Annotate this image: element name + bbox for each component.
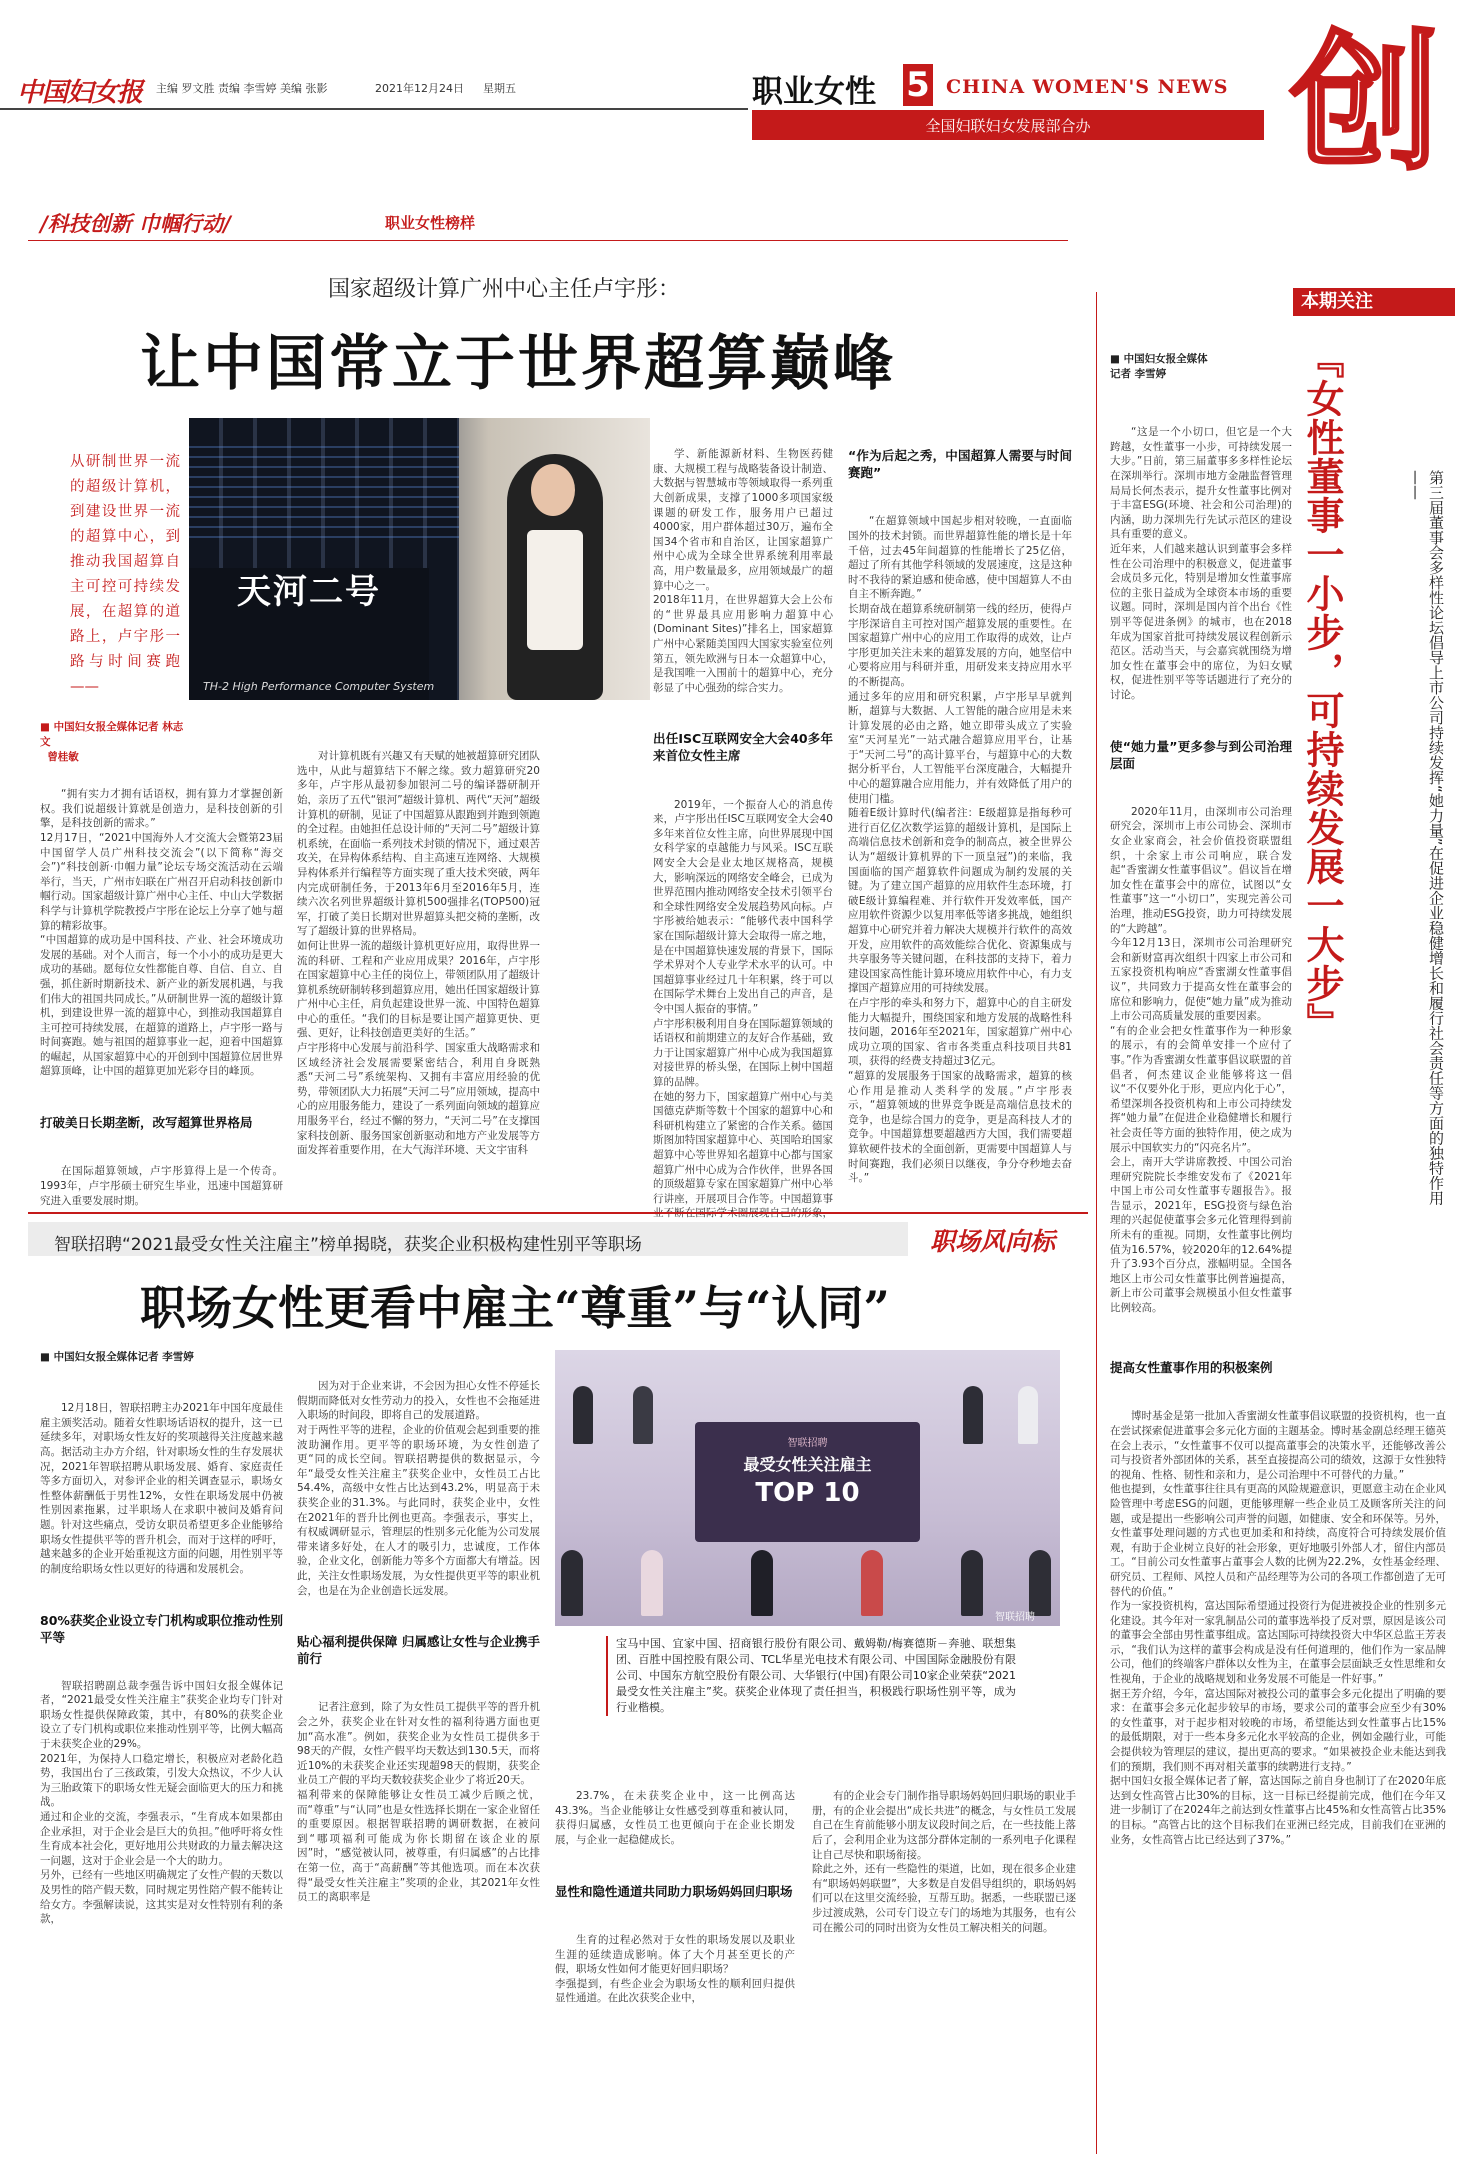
sidebar-col-bottom xyxy=(1110,1330,1446,2150)
article1-pull-quote: 从研制世界一流的超级计算机，到建设世界一流的超算中心，到推动我国超算自主可控可持续发展，在超算的道路上，卢宇彤一路与时间赛跑—— xyxy=(70,454,180,695)
article1-photo xyxy=(189,418,650,700)
article1-col4 xyxy=(848,418,1072,1210)
article2-section-tag: 职场风向标 xyxy=(930,1227,1056,1256)
article1-byline: ■ 中国妇女报全媒体记者 林志文 曾桂敏 xyxy=(40,721,184,763)
english-name: CHINA WOMEN'S NEWS xyxy=(946,76,1229,98)
article1-col2 xyxy=(297,720,540,1210)
sidebar-text1: 2020年11月，由深圳市公司治理研究会，深圳市上市公司协会、深圳市女企业家商会，社会价值投资联盟组织，十余家上市公司响应，联合发起“香蜜湖女性董事倡议”。倡议旨在增加女性在董事会中的席位，试图以“女性董事”这一“小切口”，实现完善公司治理，推动ESG投资，助力可持续发展的“大跨越”。 今年12月13日，深圳市公司治理研究会和新财富再次组织十四家上市公司和五家投资机构响应“香蜜湖女性董事倡议”，共同致力于提高女性在董事会的席位和影响力，促使“她力量”成为推动上市公司高质量发展的重要因素。 “有的企业会把女性董事作为一种形象的展示，有的会简单安排一个应付了事。”作为香蜜湖女性董事倡议联盟的首倡者，何杰建议企业能够将这一倡议“不仅要外化于形，更应内化于心”，希望深圳各投资机构和上市公司持续发挥“她力量”在促进企业稳健增长和履行社会责任等方面的独特作用，使之成为展示中国软实力的“闪亮名片”。 会上，南开大学讲席教授、中国公司治理研究院院长李维安发布了《2021年中国上市公司女性董事专题报告》。报告显示，2021年，ESG投资与绿色治理的兴起促使董事会多元化管理得到前所未有的重视。同期，女性董事比例均值为16.57%，较2020年的12.64%提升了3.93个百分点，涨幅明显。全国各地区上市公司女性董事比例普遍提高，新上市公司董事会规模虽小但女性董事比例较高。 xyxy=(1110,805,1292,1315)
article2-col3 xyxy=(555,1760,795,2154)
article1-sub1: 打破美日长期垄断，改写超算世界格局 xyxy=(40,1115,253,1131)
article2-col2 xyxy=(297,1350,540,2154)
sidebar-intro-text: “这是一个小切口，但它是一个大跨越，女性董事一小步，可持续发展一大步。”日前，第三届董事多多样性论坛在深圳举行。深圳市地方金融监督管理局局长何杰表示，提升女性董事比例对于丰富ESG(环境、社会和公司治理)的内涵，助力深圳先行先试示范区的建设具有重要的意义。 近年来，人们越来越认识到董事会多样性在公司治理中的积极意义，促进董事会成员多元化，特别是增加女性董事席位的主张日益成为全球资本市场的重要议题。同时，深圳是国内首个出台《性别平等促进条例》的城市，也在2018年成为国家首批可持续发展议程创新示范区。活动当天，与会嘉宾就围绕为增加女性在董事会中的席位，为妇女赋权，促进性别平等等话题进行了充分的讨论。 xyxy=(1110,426,1292,701)
article2-col2-text: 因为对于企业来讲，不会因为担心女性不停延长假期而降低对女性劳动力的投入，女性也不会拖延进入职场的时间段，即将自己的发展道路。 对于两性平等的进程，企业的价值观会起到重要的推波助澜作用。更平等的职场环境，为女性创造了更“同的成长空间。智联招聘提供的数据显示，今年“最受女性关注雇主”获奖企业中，女性员工占比54.4%，高级中女性占比达到43.2%，明显高于未获奖企业的31.3%。与此同时，获奖企业中，女性在2021年的晋升比例也更高。李强表示，事实上，有权威调研显示，管理层的性别多元化能为公司发展带来诸多好处，在人才的吸引力，忠诚度，工作体验，企业文化，创新能力等多个方面都大有增益。因此，关注女性职场发展，为女性提供更平等的职业机会，也是在为企业创造长远发展。 xyxy=(297,1380,540,1597)
article2-top-rule xyxy=(28,1212,1088,1214)
article2-photo xyxy=(555,1350,1060,1626)
award-people-row-1 xyxy=(573,1386,1043,1446)
article2-col1-text: 12月18日，智联招聘主办2021年中国年度最佳雇主颁奖活动。随着女性职场话语权的提升，这一已延续多年，对职场女性友好的奖项越得关注度越来越高。据活动主办方介绍，针对职场女性的生存发展状况，2021年智联招聘从职场发展、婚育、家庭责任等多方面切入，对参评企业的相关调查显示，职场女性整体薪酬低于男性12%，女性在职场发展中仍被性别因素拖累，过半职场人在求职中被问及婚育问题。针对这些痛点，受访女职员希望更多企业能够给职场女性提供平等的晋升机会，而对于这样的呼吁，越来越多的企业开始重视这方面的问题，用性别平等的制度给职场女性以更好的待遇和发展机会。 xyxy=(40,1402,283,1575)
article2-col1b-text: 智联招聘副总裁李强告诉中国妇女报全媒体记者，“2021最受女性关注雇主”获奖企业均专门针对职场女性提供保障政策，其中，有80%的获奖企业设立了专门机构或职位来推动性别平等，比例大幅高于未获奖企业的29%。 2021年，为保持人口稳定增长，积极应对老龄化趋势，我国出台了三孩政策，引发大众热议，不少人认为三胎政策下的职场女性无疑会面临更大的压力和挑战。 通过和企业的交流，李强表示，“生育成本如果都由企业承担，对于企业会是巨大的负担。”他呼吁将女性生育成本社会化，更好地用公共财政的力量去解决这一问题，这对于企业会是一个大的助力。 另外，已经有一些地区明确规定了女性产假的天数以及男性的陪产假天数，同时规定男性陪产假不能转让给女方。李强解读说，这其实是对女性特别有利的条款， xyxy=(40,1679,283,1926)
article1-col3-text: 学、新能源新材料、生物医药健康、大规模工程与战略装备设计制造、大数据与智慧城市等领域取得一系列重大创新成果，支撑了1000多项国家级课题的研发工作，服务用户已超过4000家，用户群体超过30万，遍布全国34个省市和自治区，让国家超算广州中心成为全球全世界系统利用率最高，用户数量最多，应用领域最广的超算中心之一。 2018年11月，在世界超算大会上公布的“世界最具应用影响力超算中心(Dominant Sites)”排名上，国家超算广州中心紧随美国四大国家实验室位列第五，领先欧洲与日本一众超算中心，是我国唯一入围前十的超算中心，充分彰显了中心强劲的综合实力。 xyxy=(653,448,833,694)
article1-col3b-text: 2019年，一个振奋人心的消息传来，卢宇彤出任ISC互联网安全大会40多年来首位女性主席，向世界展现中国女科学家的卓越能力与风采。ISC互联网安全大会是业太地区规格高，规模大，影响深远的网络安全峰会，已成为世界范围内推动网络安全技术引领平台和全球性网络安全发展趋势风向标。卢宇彤被给她表示：“能够代表中国科学家在国际超级计算大会取得一席之地，是在中国超算快速发展的背景下，国际学术界对个人专业学术水平的认可。中国超算事业经过几十年积累，终于可以在国际学术舞台上发出自己的声音，是令中国人振奋的事情。” 卢宇彤积极利用自身在国际超算领域的话语权和前期建立的友好合作基础，致力于让国家超算广州中心成为我国超算对接世界的桥头堡，在国际上树中国超算的品牌。 在她的努力下，国家超算广州中心与美国德克萨斯等数十个国家的超算中心和科研机构建立了紧密的合作关系。德国斯图加特国家超算中心、英国哈珀国家超算中心等世界知名超算中心都与国家超算广州中心成为合作伙伴，世界各国的顶级超算专家在国家超算广州中心举行讲座，开展项目合作等。中国超算事 xyxy=(653,798,833,1205)
column-tag-left: /科技创新 巾帼行动/ xyxy=(40,211,231,236)
editors-credit: 主编 罗文胜 责编 李雪婷 美编 张影 xyxy=(156,82,328,95)
sidebar-headline: 『女性董事一小步，可持续发展一大步』 xyxy=(1300,340,1345,1042)
banner-main: 最受女性关注雇主 xyxy=(743,1455,872,1474)
photo-label-tianhe: 天河二号 xyxy=(237,572,381,612)
issue-weekday: 星期五 xyxy=(483,82,516,95)
column-tag-rule xyxy=(28,240,1068,241)
article1-sub4: “作为后起之秀，中国超算人需要与时间赛跑” xyxy=(848,448,1072,481)
photo-label-th2: TH-2 High Performance Computer System xyxy=(203,680,435,693)
masthead-underline xyxy=(0,108,748,110)
column-tag-right: 职业女性榜样 xyxy=(385,214,476,232)
article2-col2b-text: 记者注意到，除了为女性员工提供平等的晋升机会之外，获奖企业在针对女性的福利待遇方面也更加“高水准”。例如，获奖企业为女性员工提供多于98天的产假，女性产假平均天数达到130.5天，而将近10%的未获奖企业还实现超98天的假期，获奖企业员工产假的平均天数较获奖企业少了将近20天。 福利带来的保障能够让女性员工减少后顾之忧，而“尊重”与“认同”也是女性选择长期在一家企业留任的重要原因。根据智联招聘的调研数据，在被问到“哪项福利可能成为你长期留在该企业的原因”时，“感觉被认同，被尊重，有归属感”的占比排在第一位，高于“高薪酬”等其他选项。而在本次获得“最受女性关注雇主”奖项的企业，其2021年女性员工的离职率是 xyxy=(297,1701,540,1904)
article2-col4 xyxy=(812,1760,1076,2154)
paper-name-logo: 中国妇女报 xyxy=(17,78,143,108)
cosponsor: 全国妇联妇女发展部合办 xyxy=(925,117,1091,135)
article1-col1-text: “拥有实力才拥有话语权，拥有算力才掌握创新权。我们说超级计算就是创造力，是科技创新的引擎，是科技创新的需求。” 12月17日，“2021中国海外人才交流大会暨第23届中国留学人员广州科技交流会”(以下简称“海交会”)“科技创新·巾帼力量”论坛专场交流活动在云端举行，当天，广州市妇联在广州召开启动科技创新巾帼行动。国家超级计算广州中心主任、中山大学数据科学与计算机学院教授卢宇彤在论坛上分享了她与超算的精彩故事。 “中国超算的成功是中国科技、产业、社会环境成功发展的基础。对个人而言，每一个小小的成功是更大成功的基础。愿每位女性都能自尊、自信、自立、自强，抓住新时期新技术、新产业的新发展机遇，与我们伟大的祖国共同成长。”从研制世界一流的超级计算机，到建设世界一流的超算中心，到推动我国超算自主可控可持续发展，在超算的道路上，卢宇彤一路与时间赛跑。她与祖国的超算事业一起，迎着中国超算的崛起，从国家超算中心的开创到中国超算位居世界超算顶峰，让中国的超算更加光彩夺目的峰顶。 xyxy=(40,788,283,1078)
sidebar-sub1: 使“她力量”更多参与到公司治理层面 xyxy=(1110,738,1292,771)
article1-kicker: 国家超级计算广州中心主任卢宇彤： xyxy=(328,277,681,302)
article2-col3-text: 23.7%，在未获奖企业中，这一比例高达43.3%。当企业能够让女性感受到尊重和被认同，获得归属感，女性员工也更倾向于在企业长期发展，与企业一起稳健成长。 xyxy=(555,1790,795,1846)
article2-headline: 职场女性更看中雇主“尊重”与“认同” xyxy=(140,1281,890,1335)
issue-date: 2021年12月24日 xyxy=(375,82,464,95)
page-number: 5 xyxy=(906,65,930,105)
article2-col3b-text: 生育的过程必然对于女性的职场发展以及职业生涯的延续造成影响。体了大个月甚至更长的产假，职场女性如何才能更好回归职场？ 李强提到，有些企业会为职场女性的顺利回归提供显性通道。在此次获奖企业中， xyxy=(555,1933,795,2005)
article1-col3 xyxy=(653,418,833,1210)
article2-sub1: 80%获奖企业设立专门机构或职位推动性别平等 xyxy=(40,1612,283,1645)
sidebar-col-top xyxy=(1110,396,1292,1326)
article1-col4-text: “在超算领域中国起步相对较晚，一直面临国外的技术封锁。而世界超算性能的增长是十年千倍，过去45年间超算的性能增长了25亿倍，超过了所有其他学科领域的发展速度，这是这种时不我待的紧迫感和使命感，使中国超算人不由自主不断奔跑。” 长期奋战在超算系统研制第一线的经历，使得卢宇彤深谙自主可控对国产超算发展的重要性。在国家超算广州中心的应用工作取得的成效，让卢宇彤更加关注未来的超算发展的方向，她坚信中心要将应用与科研并重，用研发来支持应用水平的不断提高。 通过多年的应用和研究积累，卢宇彤早早就判断，超算与大数据、人工智能的融合应用是未来计算发展的必由之路，她立即带头成立了实验室“天河星光”一站式融合超算应用平台，让基于“天河二号”的高计算平台，与超算中心的大数据分析平台，人工智能平台深度融合，大幅提升中心的超算融合应用能力，并有效降低了用户的使用门槛。 随着E级计算时代(编者注：E级超算是指每秒可进行百亿亿次数学运算的超级计算机，是国际上高端信息技术创新和竞争的制高点，被全世界公认为“超级计算机界的下一顶皇冠”)的来临，我国面临的国产超算软件问题成为制约发展的关键。为了建立国产超算的应用软件生态环境，打破E级计算编程难、并行软件开发效率低，国产应用软件资源少以复用率低等诸多挑战，她组织超算中心研究并着力解决大规模并行软件的高效开发，应用软件的高效能综合优化、资源集成与共享服务等关键问题，在科技部的支持下，着力建设国家高性能计算环境应用软件中心，有力支撑国产超算应用的可持续发展。 在卢宇彤的牵头和努力下，超算中心的自主研发能力大幅提升，围绕国家和地方发展的战略性科技问题，2016年至2021年，国家超算广州中心成功立项的国家、省市各类重点科技项目共81项，获得的经费支持超过3亿元。 “超算的发展服务于国家的战略需求，超算的核心作用是推动人类科学的发展。”卢宇彤表示，“超算领域的世界竞争既是高端信息技术的竞争，也是综合国力的竞争，更是高科技人才的竞争。中国超算想要超越西方大国，我们需要超算软硬件技术的全面创新，更需要中国超算人与时间赛跑，我们必须日以继夜，争分夺秒地去奋斗。” xyxy=(848,515,1072,1185)
article1-col2-text: 对计算机既有兴趣又有天赋的她被超算研究团队选中，从此与超算结下不解之缘。致力超算研究20多年，卢宇彤从最初参加银河二号的编译器研制开始，亲历了五代“银河”超级计算机、两代“天河”超级计算机的研制，见证了中国超算从跟跑到并跑到领跑的全过程。由她担任总设计师的“天河二号”超级计算机系统，在面临一系列技术封锁的情况下，通过艰苦攻关，在异构体系结构、自主高速互连网络、大规模异构体系并行编程等方面实现了重大技术突破，两年内完成研制任务，于2013年6月至2016年5月，连续六次名列世界超级计算机500强排名(TOP500)冠军，打破了美日长期对世界超算头把交椅的垄断，改写了超级计算的世界格局。 如何让世界一流的超级计算机更好应用，取得世界一流的科研、工程和产业应用成果？2016年，卢宇彤在国家超算中心主任的岗位上，带领团队用了超级计算机系统研制转移到超算应用，她出任国家超级计算广州中心主任，肩负起建设世界一流、中国特色超算中心的重任。“我们的目标是要让国产超算更快、更强、更好，让科技创造更美好的生活。” 卢宇彤将中心发展与前沿科学、国家重大战略需求和区域经济社会发展需要紧密结合，利用自身既熟悉“天河二号”系统架构、又拥有丰富应用经验的优势，带领团队大力拓展“天河二号”应用领域，提高中心的应用服务能力，建设了一系列面向领域的超算应用服务平台，经过不懈的努力，“天河二号”在支撑国家科技创新、服务国家创新驱动和地方产业发展等方面发挥着重要作用，在大气海洋环境、天文宇宙科 xyxy=(297,750,540,1157)
photo-watermark: 智联招聘 xyxy=(995,1612,1035,1623)
article2-col1 xyxy=(40,1372,283,2154)
banner-small: 智联招聘 xyxy=(787,1438,828,1449)
article1-headline: 让中国常立于世界超算巅峰 xyxy=(140,329,896,399)
award-people-row-2 xyxy=(561,1550,1056,1620)
article2-sub3: 显性和隐性通道共同助力职场妈妈回归职场 xyxy=(555,1883,793,1899)
big-char-chuang: 创 xyxy=(1290,15,1441,191)
article2-sub2: 贴心福利提供保障 归属感让女性与企业携手前行 xyxy=(297,1634,540,1667)
section-title: 职业女性 xyxy=(752,74,876,110)
masthead xyxy=(0,15,1472,191)
person-face xyxy=(531,464,575,516)
article2-photo-caption: 宝马中国、宜家中国、招商银行股份有限公司、戴姆勒/梅赛德斯－奔驰、联想集团、百胜中国控股有限公司、TCL华星光电技术有限公司、中国国际金融股份有限公司、中国东方航空股份有限公司、大华银行(中国)有限公司10家企业荣获“2021最受女性关注雇主”奖。获奖企业体现了责任担当，积极践行职场性别平等，成为行业楷模。 xyxy=(606,1636,1016,1716)
article1-col1b-text: 在国际超算领域，卢宇彤算得上是一个传奇。1993年，卢宇彤硕士研究生毕业，迅速中国超算研究进入重要发展时期。 xyxy=(40,1165,283,1207)
sidebar-byline: ■ 中国妇女报全媒体 记者 李雪婷 xyxy=(1110,353,1208,380)
article2-kicker: 智联招聘“2021最受女性关注雇主”榜单揭晓，获奖企业积极构建性别平等职场 xyxy=(54,1235,642,1255)
sidebar-text2: 博时基金是第一批加入香蜜湖女性董事倡议联盟的投资机构，也一直在尝试探索促进董事会多元化方面的主题基金。博时基金副总经理王德英在会上表示，“女性董事不仅可以提高董事会的决策水平，还能够改善公司与投资者外部团体的关系，甚至直接提高公司的绩效，这源于女性独特的视角、性格、韧性和亲和力，是公司治理中不可替代的力量。” 他也提到，女性董事往往具有更高的风险规避意识，更愿意主动在企业风险管理中考虑ESG的问题，更能够理解一些企业员工及顾客所关注的问题，或是提出一些影响公司声誉的问题，如健康、安全和环保等。另外，女性董事处理问题的方式也更加柔和和持续，高度符合可持续发展价值观，有助于企业树立良好的社会形象，更好地吸引外部人才，留住内部员工。“目前公司女性董事占董事会人数的比例为22.2%，女性基金经理、研究员、工程师、风控人员和产品经理等为公司的各项工作都创造了无可替代的价值。” 作为一家投资机构，富达国际希望通过投资行为促进被投企业的性别多元化建设。其今年对一家乳制品公司的董事选举投了反对票，原因是该公司的董事会全部由男性董事组成。富达国际可持续投资大中华区总监王芳表示，“我们认为这样的董事会构成是没有任何道理的，他们作为一家品牌公司，他们的终端客户群体以女性为主，在董事会层面缺乏女性思维和女性视角，于企业的战略规划和业务发展不可能是一件好事。” 据王芳介绍，今年，富达国际对被投公司的董事会多元化提出了明确的要求：在董事会多元化起步较早的市场，要求公司的董事会应至少有30%的女性董事，对于起步相对较晚的市场，希望能达到女性董事占比15%的最低期限，对于一些本身多元化水平较高的企业，例如金融行业，可能会提供较为管理层的建议，提出更高的要求。“如果被投企业未能达到我们的预期，我们则不再对相关董事的续聘进行支持。” 据中国妇女报全媒体记者了解，富达国际之前自身也制订了在2020年底达到女性高管占比30%的目标，这一目标已经提前完成，他们在今年又进一步制订了在2024年之前达到女性董事占比45%和女性高管占比35%的目标。“高管占比的这个目标我们在亚洲已经完成，目前我们在亚洲的业务，女性高管占比已经达到了37%。” xyxy=(1110,1410,1446,1846)
person-blouse xyxy=(527,530,583,650)
article2-col4-text: 有的企业会专门制作指导职场妈妈回归职场的职业手册，有的企业会提出“成长共进”的概念，与女性员工发展自己在生育前能够小朋友议段时间之后，在一些技能上落后了，会利用企业为这部分群体定制的一系列电子化课程让自己尽快和职场衔接。 除此之外，还有一些隐性的渠道，比如，现在很多企业建有“职场妈妈联盟”，大多数是自发倡导组织的，职场妈妈们可以在这里交流经验，互帮互助。据悉，一些联盟已逐步过渡成熟，公司专门设立专门的场地为其服务，也有公司在搬公司的同时出资为女性员工解决相关的问题。 xyxy=(812,1790,1076,1934)
banner-top10: TOP 10 xyxy=(755,1478,860,1508)
rack-lights xyxy=(189,438,459,538)
sidebar-header: 本期关注 xyxy=(1301,291,1373,312)
article1-sub3: 出任ISC互联网安全大会40多年来首位女性主席 xyxy=(653,731,833,764)
sidebar-subhead: 第三届董事会多样性论坛倡导上市公司持续发挥“她力量”在促进企业稳健增长和履行社会责任等方面的独特作用—— xyxy=(1407,470,1445,1206)
article1-col1 xyxy=(40,758,283,1210)
article2-byline: ■ 中国妇女报全媒体记者 李雪婷 xyxy=(40,1351,194,1363)
sidebar-sub2: 提高女性董事作用的积极案例 xyxy=(1110,1360,1273,1376)
